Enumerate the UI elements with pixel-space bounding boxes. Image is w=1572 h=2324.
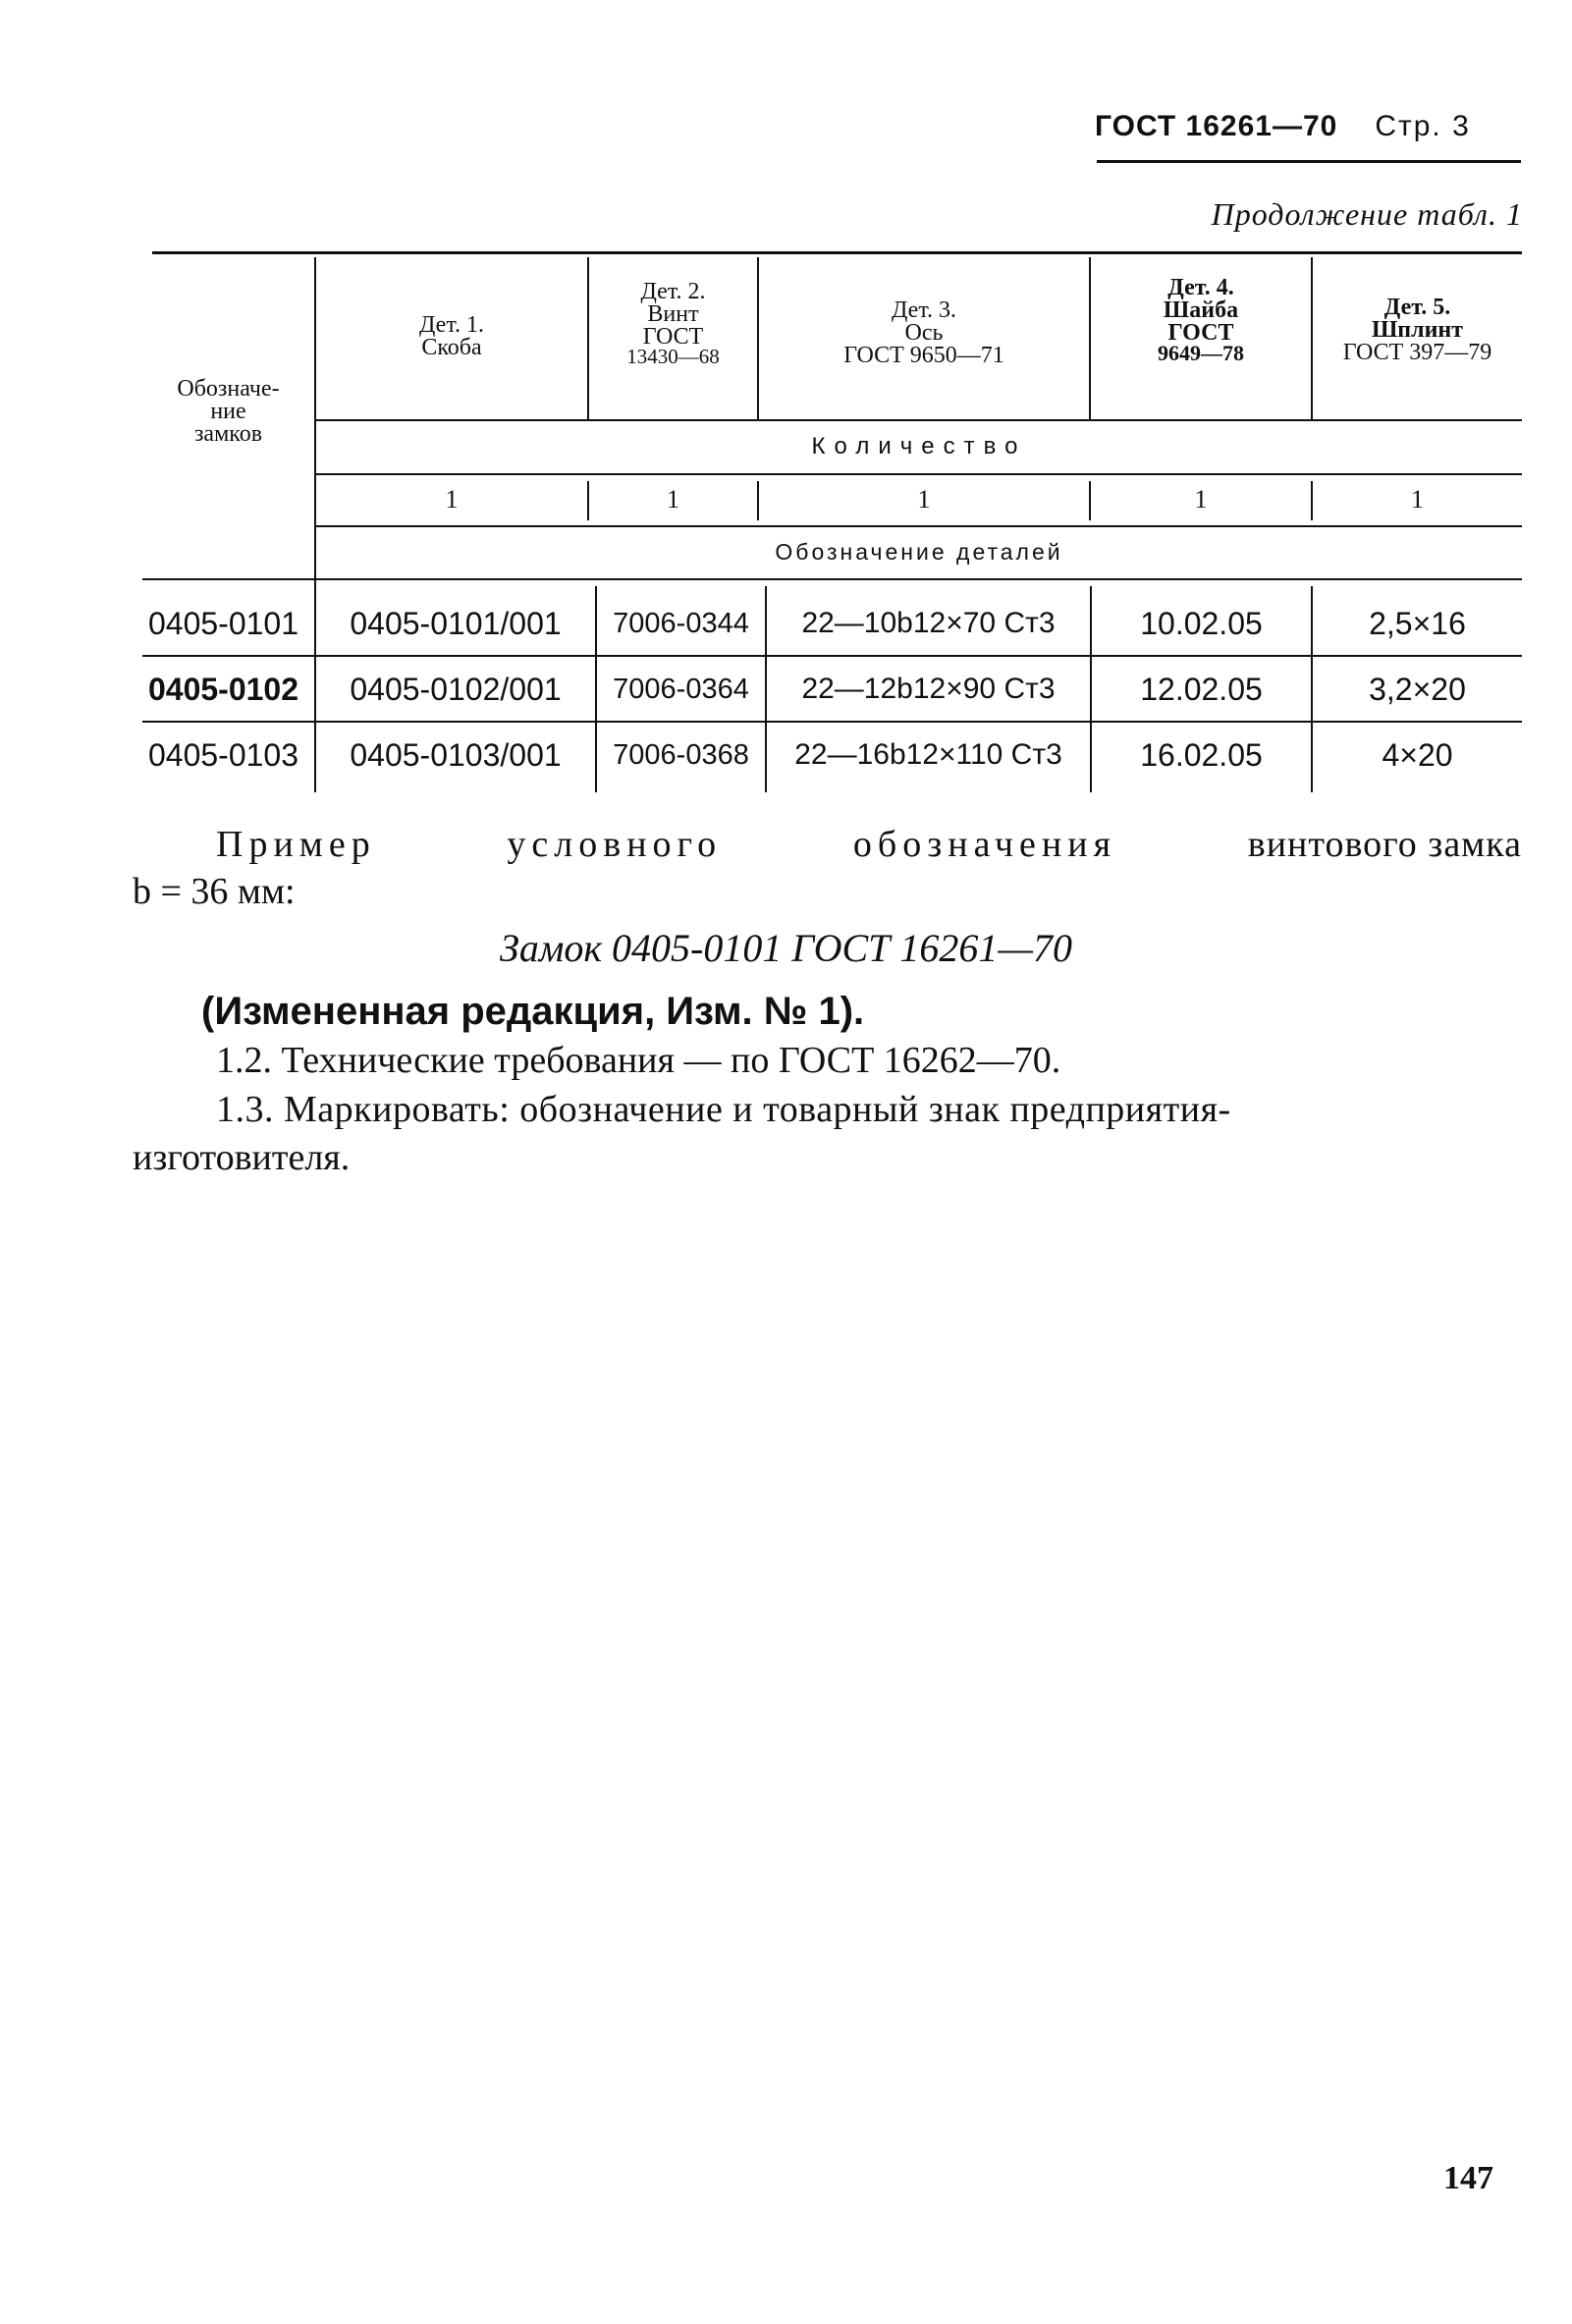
table-top-rule (152, 251, 1522, 254)
part-3-cell: 22—10b12×70 Ст3 (801, 607, 1056, 639)
row-rule-2 (142, 721, 1522, 723)
paragraph-1-3-line-2: изготовителя. (133, 1137, 351, 1178)
part-5-cell: 4×20 (1382, 736, 1453, 773)
header-rule (1097, 160, 1521, 163)
example-intro-continuation: b = 36 мм: (133, 871, 296, 912)
lock-designation-header-line-3: замков (193, 420, 263, 447)
part-5-line-2: ГОСТ 397—79 (1342, 339, 1492, 365)
part-1-cell: 0405-0101/001 (350, 605, 562, 641)
part-5-header (1313, 257, 1522, 419)
lock-designation-header (142, 257, 314, 578)
part-4-cell: 12.02.05 (1140, 671, 1263, 707)
lock-designation-cell: 0405-0103 (147, 736, 299, 773)
lock-designation-header-line-2: ние (210, 398, 246, 424)
standard-number: ГОСТ 16261—70 (1095, 110, 1338, 142)
part-2-header (589, 257, 757, 419)
part-3-line-1: Ось (904, 319, 944, 346)
example-word-3: обозначения (852, 824, 1117, 865)
part-1-cell: 0405-0103/001 (350, 736, 562, 773)
details-designation-label: Обозначение деталей (775, 539, 1063, 566)
row-rule-1 (142, 655, 1522, 657)
header-bottom-rule (142, 578, 1522, 580)
part-4-line-2: ГОСТ (1167, 319, 1234, 346)
part-5-title: Дет. 5. (1383, 295, 1451, 320)
example-word-1: Пример (216, 824, 376, 865)
quantity-label: Количество (811, 433, 1027, 460)
quantity-value: 1 (667, 485, 679, 514)
part-4-cell: 16.02.05 (1140, 736, 1263, 773)
quantity-value: 1 (445, 485, 459, 514)
part-3-cell: 22—16b12×110 Ст3 (794, 738, 1062, 771)
paragraph-1-2: 1.2. Технические требования — по ГОСТ 16262—70. (216, 1040, 1061, 1081)
quantity-value: 1 (1194, 485, 1208, 514)
example-intro-line (216, 823, 1522, 866)
example-word-2: условного (507, 824, 723, 865)
page-label: Стр. 3 (1375, 110, 1471, 142)
part-1-cell: 0405-0102/001 (350, 671, 562, 707)
quantity-value: 1 (1411, 485, 1424, 514)
lock-designation-cell: 0405-0102 (147, 671, 299, 707)
part-2-cell: 7006-0364 (613, 673, 749, 705)
part-3-header (759, 257, 1089, 419)
part-2-line-1: Винт (647, 300, 699, 327)
change-note: (Измененная редакция, Изм. № 1). (201, 990, 865, 1033)
part-1-header (316, 257, 587, 419)
table-continuation-caption: Продолжение табл. 1 (1211, 196, 1523, 232)
part-4-cell: 10.02.05 (1140, 605, 1263, 641)
part-4-title: Дет. 4. (1167, 275, 1234, 300)
lock-designation-cell: 0405-0101 (147, 605, 299, 641)
quantity-value: 1 (917, 485, 931, 514)
lock-designation-header-line-1: Обозначе- (177, 376, 280, 402)
part-2-cell: 7006-0344 (613, 607, 749, 639)
part-4-line-3: 9649—78 (1158, 341, 1244, 366)
part-3-cell: 22—12b12×90 Ст3 (801, 673, 1056, 705)
part-2-title: Дет. 2. (640, 279, 706, 304)
part-2-line-2: ГОСТ (642, 323, 704, 350)
designation-example: Замок 0405-0101 ГОСТ 16261—70 (500, 926, 1072, 970)
part-3-line-2: ГОСТ 9650—71 (843, 342, 1004, 368)
part-3-title: Дет. 3. (892, 297, 956, 323)
part-4-header (1091, 257, 1311, 419)
part-1-title: Дет. 1. (419, 312, 484, 338)
example-word-4: винтового замка (1247, 824, 1522, 865)
page-number: 147 (1443, 2160, 1493, 2196)
part-5-cell: 3,2×20 (1369, 671, 1466, 707)
running-header (1095, 110, 1522, 143)
part-2-cell: 7006-0368 (613, 738, 749, 771)
part-5-line-1: Шплинт (1371, 316, 1464, 343)
part-4-line-1: Шайба (1163, 297, 1239, 323)
part-1-line-1: Скоба (421, 334, 482, 360)
paragraph-1-3-line-1: 1.3. Маркировать: обозначение и товарный знак предприятия- (216, 1089, 1231, 1130)
part-2-line-3: 13430—68 (626, 345, 720, 369)
part-5-cell: 2,5×16 (1369, 605, 1466, 641)
